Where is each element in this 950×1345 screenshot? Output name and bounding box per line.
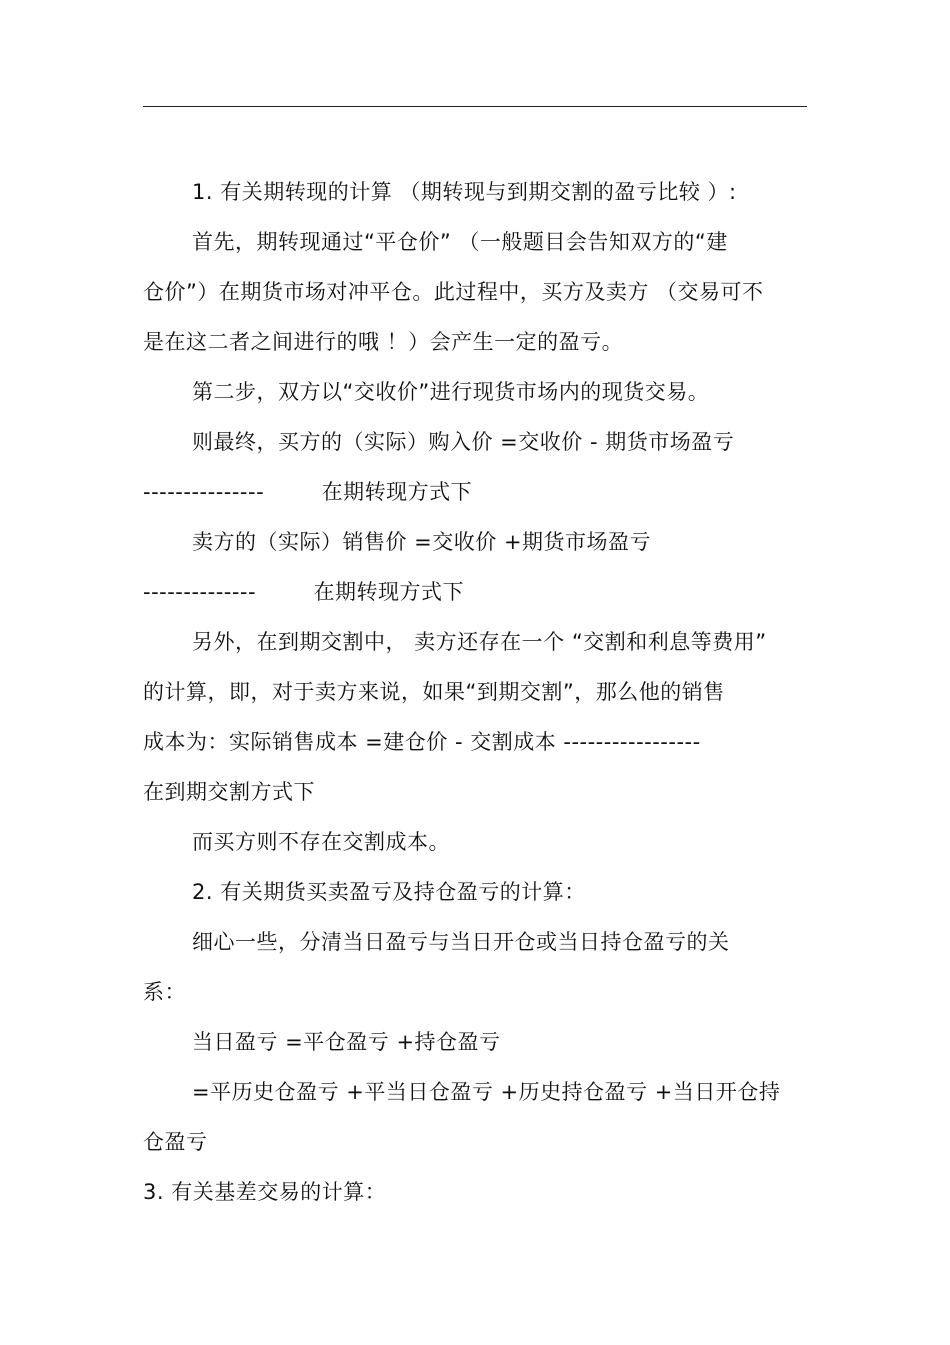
paragraph-line: 细心一些，分清当日盈亏与当日开仓或当日持仓盈亏的关 xyxy=(192,930,730,954)
paragraph-line: -------------- 在期转现方式下 xyxy=(143,580,464,604)
paragraph-line: 第二步，双方以“交收价”进行现货市场内的现货交易。 xyxy=(192,380,710,404)
paragraph-line: 卖方的（实际）销售价 =交收价 +期货市场盈亏 xyxy=(192,530,652,554)
paragraph-line: 的计算，即，对于卖方来说，如果“到期交割”，那么他的销售 xyxy=(143,680,725,704)
paragraph-line: 成本为：实际销售成本 =建仓价 - 交割成本 ----------------- xyxy=(143,730,701,754)
formula-line: =平历史仓盈亏 +平当日仓盈亏 +历史持仓盈亏 +当日开仓持 xyxy=(192,1080,781,1104)
paragraph-line: 另外，在到期交割中， 卖方还存在一个 “交割和利息等费用” xyxy=(192,630,767,654)
formula-line: 当日盈亏 =平仓盈亏 +持仓盈亏 xyxy=(192,1030,501,1054)
section-2-heading: 2. 有关期货买卖盈亏及持仓盈亏的计算： xyxy=(192,880,586,904)
paragraph-line: 在到期交割方式下 xyxy=(143,780,315,804)
formula-line: 仓盈亏 xyxy=(143,1130,208,1154)
paragraph-line: 则最终，买方的（实际）购入价 =交收价 - 期货市场盈亏 xyxy=(192,430,735,454)
section-1-heading: 1. 有关期转现的计算 （期转现与到期交割的盈亏比较 ）: xyxy=(192,180,737,204)
paragraph-line: 系： xyxy=(143,980,186,1004)
paragraph-line: 仓价”）在期货市场对冲平仓。此过程中，买方及卖方 （交易可不 xyxy=(143,280,764,304)
section-3-heading: 3. 有关基差交易的计算： xyxy=(143,1180,387,1204)
header-rule xyxy=(143,106,807,107)
paragraph-line: 首先，期转现通过“平仓价” （一般题目会告知双方的“建 xyxy=(192,230,728,254)
paragraph-line: --------------- 在期转现方式下 xyxy=(143,480,473,504)
paragraph-line: 而买方则不存在交割成本。 xyxy=(192,830,450,854)
paragraph-line: 是在这二者之间进行的哦 ！）会产生一定的盈亏。 xyxy=(143,330,624,354)
